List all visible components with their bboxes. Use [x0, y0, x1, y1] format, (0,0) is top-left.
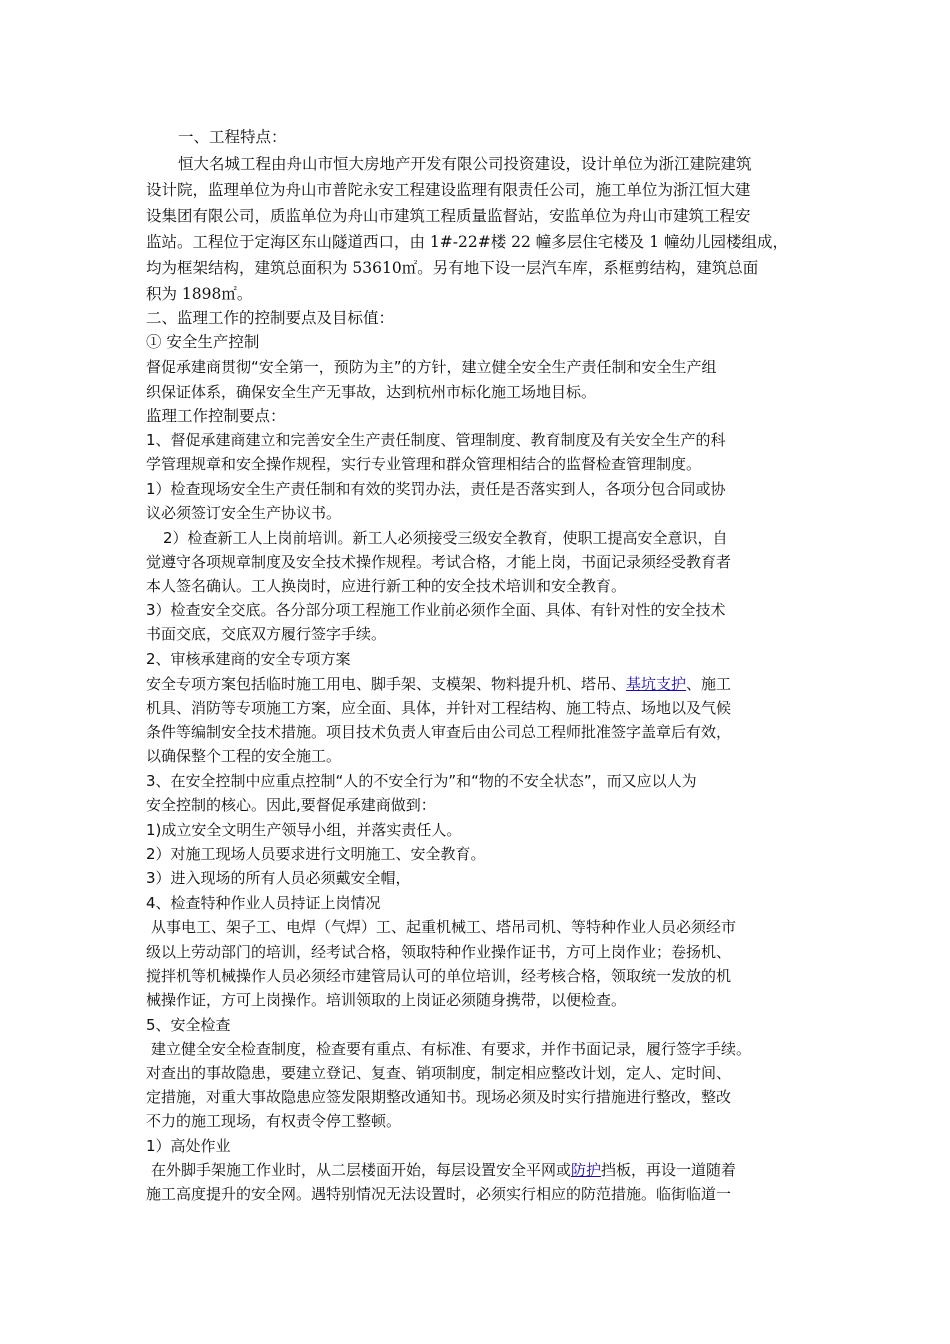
paragraph-line: 1、督促承建商建立和完善安全生产责任制度、管理制度、教育制度及有关安全生产的科	[146, 431, 726, 449]
paragraph-line: 设集团有限公司，质监单位为舟山市建筑工程质量监督站，安监单位为舟山市建筑工程安	[146, 207, 751, 225]
paragraph-line: 从事电工、架子工、电焊（气焊）工、起重机械工、塔吊司机、等特种作业人员必须经市	[151, 918, 737, 936]
paragraph-line: 施工高度提升的安全网。遇特别情况无法设置时，必须实行相应的防范措施。临街临道一	[146, 1185, 732, 1203]
heading-safety-control: ① 安全生产控制	[146, 333, 260, 351]
paragraph-line: 恒大名城工程由舟山市恒大房地产开发有限公司投资建设，设计单位为浙江建院建筑	[178, 155, 752, 173]
link-foundation-pit-support[interactable]: 基坑支护	[626, 675, 687, 693]
paragraph-line: 本人签名确认。工人换岗时，应进行新工种的安全技术培训和安全教育。	[146, 577, 627, 595]
paragraph-line: 监站。工程位于定海区东山隧道西口，由 1#-22#楼 22 幢多层住宅楼及 1 幢幼儿园楼组成，	[146, 233, 789, 251]
paragraph-line: 不力的施工现场，有权责令停工整顿。	[146, 1112, 402, 1130]
paragraph-line: 建立健全安全检查制度，检查要有重点、有标准、有要求，并作书面记录，履行签字手续。	[151, 1040, 752, 1058]
paragraph-line: 书面交底，交底双方履行签字手续。	[146, 625, 387, 643]
paragraph-line: 械操作证，方可上岗操作。培训领取的上岗证必须随身携带，以便检查。	[146, 991, 627, 1009]
text-segment: 、施工	[686, 675, 732, 693]
paragraph-line: 学管理规章和安全操作规程，实行专业管理和群众管理相结合的监督检查管理制度。	[146, 455, 702, 473]
text-segment: 安全专项方案包括临时施工用电、脚手架、支模架、物料提升机、塔吊、	[146, 675, 627, 693]
paragraph-line: 条件等编制安全技术措施。项目技术负责人审查后由公司总工程师批准签字盖章后有效，	[146, 723, 732, 741]
heading-item-4: 4、检查特种作业人员持证上岗情况	[146, 894, 381, 912]
paragraph-line: 织保证体系，确保安全生产无事故，达到杭州市标化施工场地目标。	[146, 383, 597, 401]
paragraph-line: 均为框架结构，建筑总面积为 53610㎡。另有地下设一层汽车库，系框剪结构，建筑总面	[146, 259, 759, 277]
heading-high-altitude-work: 1）高处作业	[146, 1137, 231, 1155]
paragraph-line: 议必须签订安全生产协议书。	[146, 504, 342, 522]
heading-control-points: 二、监理工作的控制要点及目标值：	[146, 309, 395, 327]
text-segment: 挡板，再设一道随着	[601, 1161, 737, 1179]
paragraph-line: 1)成立安全文明生产领导小组，并落实责任人。	[146, 821, 462, 839]
paragraph-line: 2）检查新工人上岗前培训。新工人必须接受三级安全教育，使职工提高安全意识，自	[163, 529, 728, 547]
paragraph-line: 觉遵守各项规章制度及安全技术操作规程。考试合格，才能上岗，书面记录须经受教育者	[146, 553, 732, 571]
paragraph-line: 搅拌机等机械操作人员必须经市建管局认可的单位培训，经考核合格，领取统一发放的机	[146, 967, 732, 985]
paragraph-line: 3、在安全控制中应重点控制“人的不安全行为”和“物的不安全状态”，而又应以人为	[146, 772, 697, 790]
heading-supervision-points: 监理工作控制要点：	[146, 407, 286, 425]
text-segment: 在外脚手架施工作业时，从二层楼面开始，每层设置安全平网或	[151, 1161, 572, 1179]
link-protection[interactable]: 防护	[571, 1161, 602, 1179]
paragraph-line: 1）检查现场安全生产责任制和有效的奖罚办法，责任是否落实到人，各项分包合同或协	[146, 480, 726, 498]
paragraph-line: 3）检查安全交底。各分部分项工程施工作业前必须作全面、具体、有针对性的安全技术	[146, 601, 726, 619]
paragraph-line: 定措施，对重大事故隐患应签发限期整改通知书。现场必须及时实行措施进行整改，整改	[146, 1088, 732, 1106]
paragraph-line: 3）进入现场的所有人员必须戴安全帽，	[146, 869, 411, 887]
paragraph-line: 对查出的事故隐患，要建立登记、复查、销项制度，制定相应整改计划，定人、定时间、	[146, 1064, 732, 1082]
paragraph-line-with-link	[151, 1159, 736, 1181]
paragraph-line-with-link	[146, 673, 731, 695]
heading-item-2: 2、审核承建商的安全专项方案	[146, 650, 351, 668]
paragraph-line: 安全控制的核心。因此,要督促承建商做到：	[146, 796, 436, 814]
paragraph-line: 督促承建商贯彻“安全第一，预防为主”的方针，建立健全安全生产责任制和安全生产组	[146, 358, 717, 376]
heading-item-5: 5、安全检查	[146, 1016, 231, 1034]
paragraph-line: 2）对施工现场人员要求进行文明施工、安全教育。	[146, 845, 486, 863]
paragraph-line: 机具、消防等专项施工方案，应全面、具体，并针对工程结构、施工特点、场地以及气候	[146, 699, 732, 717]
paragraph-line: 积为 1898㎡。	[146, 285, 253, 303]
paragraph-line: 以确保整个工程的安全施工。	[146, 747, 342, 765]
paragraph-line: 级以上劳动部门的培训，经考试合格，领取特种作业操作证书，方可上岗作业；卷扬机、	[146, 943, 732, 961]
paragraph-line: 设计院，监理单位为舟山市普陀永安工程建设监理有限责任公司，施工单位为浙江恒大建	[146, 181, 751, 199]
heading-project-features: 一、工程特点：	[178, 128, 287, 146]
